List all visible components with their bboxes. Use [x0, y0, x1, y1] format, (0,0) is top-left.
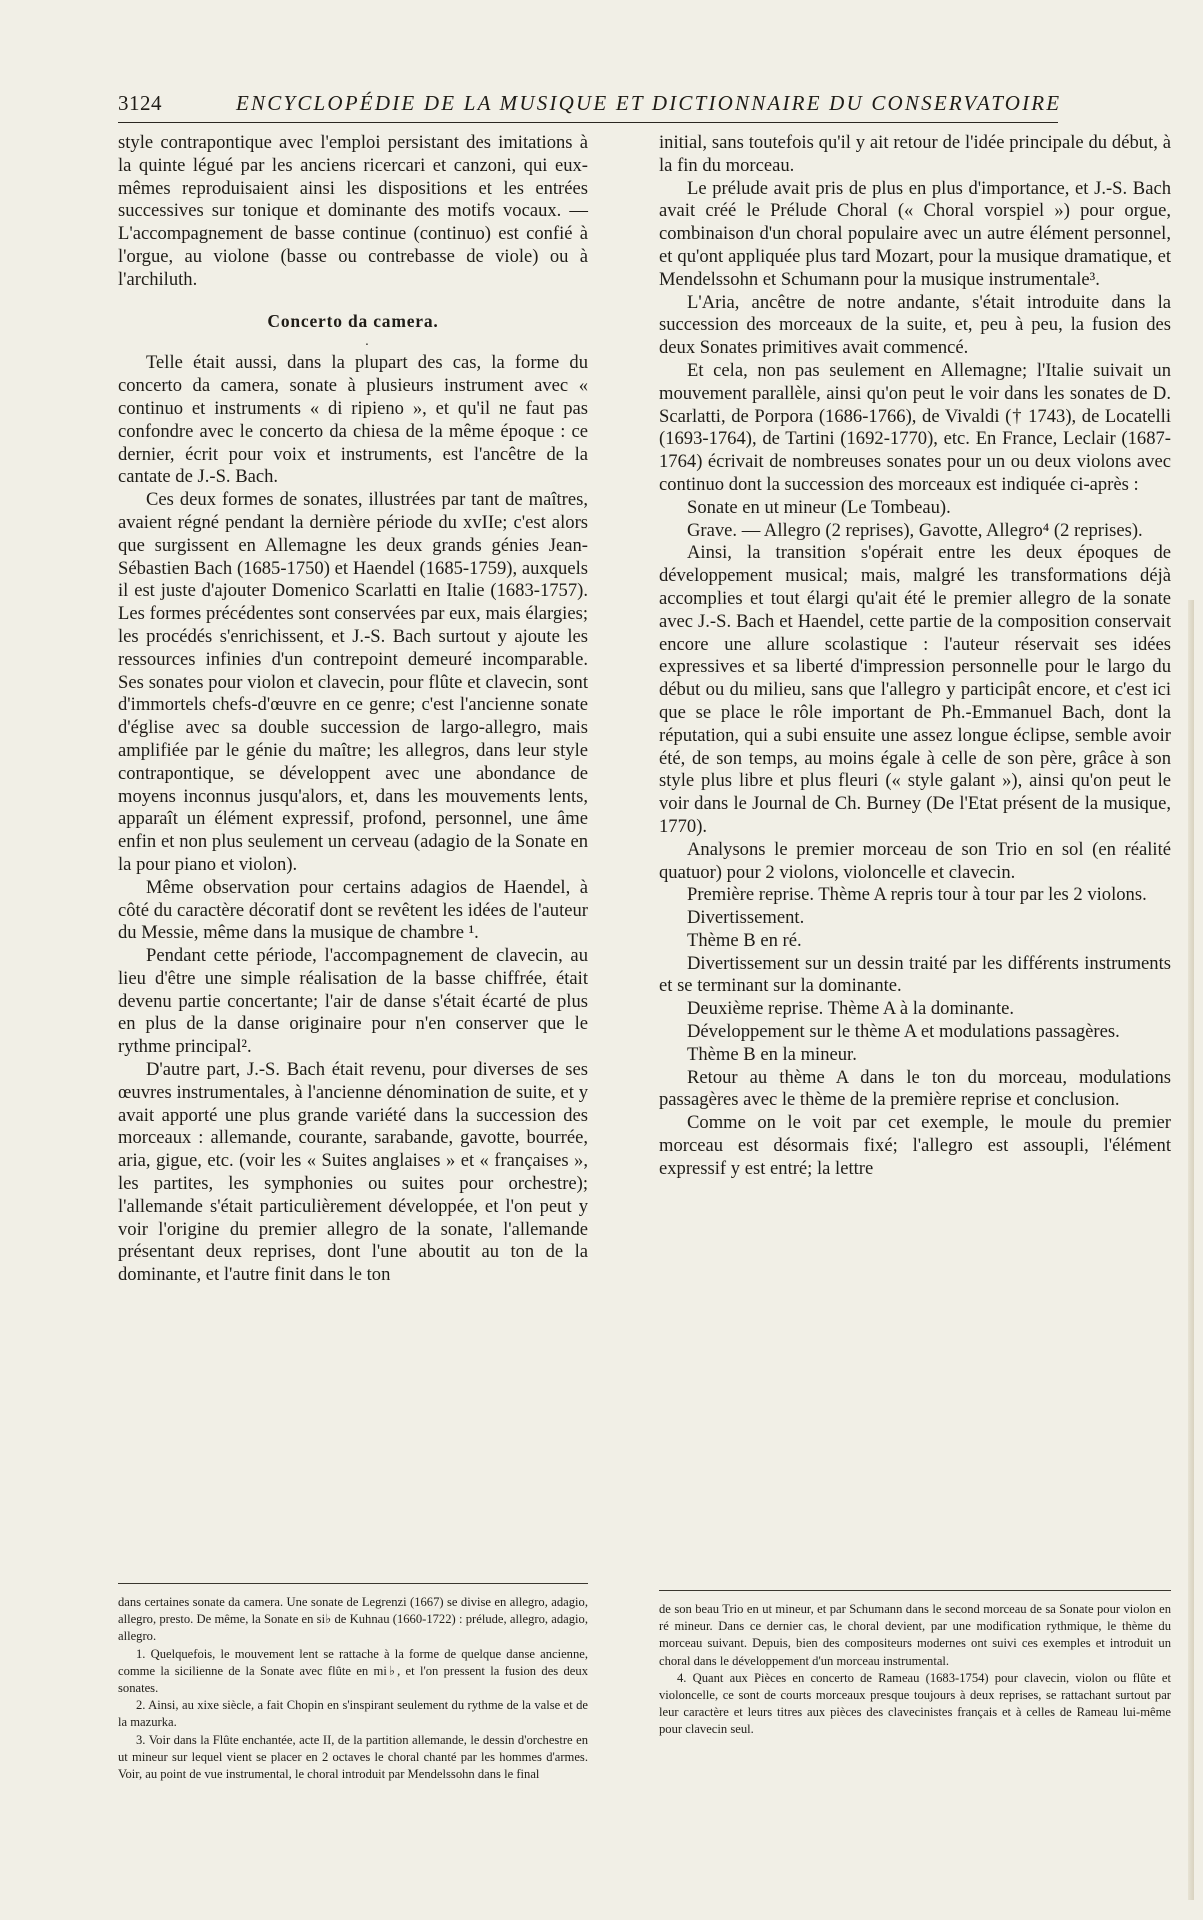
- paragraph: Deuxième reprise. Thème A à la dominante.: [687, 998, 1015, 1020]
- paragraph: Pendant cette période, l'accompagnement de clavecin, au lieu d'être une simple réalisation de la basse chiffrée, était devenu partie concertante; l'air de danse s'était écarté de plus en plus de la danse originaire pour n'en conserver que le rythme principal².: [118, 945, 588, 1058]
- footnote: 4. Quant aux Pièces en concerto de Rameau (1683-1754) pour clavecin, violon ou flûte et violoncelle, ce sont de courts morceaux presque toujours à deux reprises, se rattachant surtout par leur caractère et leurs titres aux pièces des clavecinistes français et à celles de Rameau lui-même pour clavecin seul.: [659, 1670, 1171, 1737]
- paragraph: Thème B en ré.: [687, 929, 802, 951]
- paragraph: initial, sans toutefois qu'il y ait retour de l'idée principale du début, à la fin du morceau.: [659, 132, 1171, 176]
- separator-dot: ·: [364, 338, 370, 354]
- paragraph: Et cela, non pas seulement en Allemagne; l'Italie suivait un mouvement parallèle, ainsi qu'on peut le voir dans les sonates de D. Scarlatti, de Porpora (1686-1766), de Vivaldi († 1743), de Locatelli (1693-1764), de Tartini (1692-1770), etc. En France, Leclair (1687-1764) écrivait de nombreuses sonates pour un ou deux violons avec continuo dont la succession des morceaux est indiquée ci-après :: [659, 359, 1171, 495]
- paragraph: Première reprise. Thème A repris tour à tour par les 2 violons.: [687, 884, 1147, 906]
- footnote-continuation: dans certaines sonate da camera. Une sonate de Legrenzi (1667) se divise en allegro, adagio, allegro, presto. De même, la Sonate en si♭ de Kuhnau (1660-1722) : prélude, allegro, adagio, allegro.: [118, 1595, 588, 1644]
- right-column: [659, 132, 1171, 1181]
- running-title: ENCYCLOPÉDIE DE LA MUSIQUE ET DICTIONNAIRE DU CONSERVATOIRE: [236, 91, 1062, 115]
- paragraph: Telle était aussi, dans la plupart des cas, la forme du concerto da camera, sonate à plusieurs instrument avec « continuo et instruments « di ripieno », et qu'il ne faut pas confondre avec le concerto da chiesa de la même époque : ce dernier, écrit pour voix et instruments, est l'ancêtre de la cantate de J.-S. Bach.: [118, 352, 588, 488]
- page-number: 3124: [118, 91, 162, 115]
- footnote: 2. Ainsi, au xixe siècle, a fait Chopin en s'inspirant seulement du rythme de la valse et de la mazurka.: [118, 1698, 588, 1730]
- paragraph: Retour au thème A dans le ton du morceau, modulations passagères avec le thème de la première reprise et conclusion.: [659, 1066, 1171, 1111]
- paragraph: Divertissement sur un dessin traité par les différents instruments et se terminant sur la dominante.: [659, 952, 1171, 997]
- section-heading: Concerto da camera.: [267, 310, 439, 331]
- paragraph: Sonate en ut mineur (Le Tombeau).: [687, 496, 951, 518]
- paragraph: Développement sur le thème A et modulations passagères.: [687, 1021, 1120, 1043]
- paragraph: Divertissement.: [687, 907, 805, 929]
- paragraph: Comme on le voit par cet exemple, le moule du premier morceau est désormais fixé; l'allegro est assoupli, l'élément expressif y est entré; la lettre: [659, 1112, 1171, 1179]
- paragraph: L'Aria, ancêtre de notre andante, s'était introduite dans la succession des morceaux de la suite, et, peu à peu, la fusion des deux Sonates primitives avait commencé.: [659, 291, 1171, 359]
- paragraph: Analysons le premier morceau de son Trio en sol (en réalité quatuor) pour 2 violons, violoncelle et clavecin.: [659, 838, 1171, 883]
- paragraph: Ainsi, la transition s'opérait entre les deux époques de développement musical; mais, malgré les transformations déjà accomplies et tout élargi qu'ait été le premier allegro de la sonate avec J.-S. Bach et Haendel, cette partie de la composition conservait encore une allure scolastique : l'auteur réservait ses idées expressives et sa liberté d'impression personnelle pour le largo du début ou du milieu, sans que l'allegro y participât encore, et c'est ici que se place le rôle important de Ph.-Emmanuel Bach, dont la réputation, qui a subi ensuite une assez longue éclipse, semble avoir été, de son temps, au moins égale à celle de son père, grâce à son style plus libre et plus fleuri (« style galant »), ainsi qu'on peut le voir dans le Journal de Ch. Burney (De l'Etat présent de la musique, 1770).: [659, 542, 1171, 837]
- footnote: 1. Quelquefois, le mouvement lent se rattache à la forme de quelque danse ancienne, comme la sicilienne de la Sonate avec flûte en mi♭, et l'on pressent la fusion des deux sonates.: [118, 1646, 588, 1696]
- paragraph: Même observation pour certains adagios de Haendel, à côté du caractère décoratif dont se revêtent les idées de l'auteur du Messie, même dans la musique de chambre ¹.: [118, 876, 588, 944]
- footnotes-left: [118, 1583, 588, 1783]
- paragraph: style contrapontique avec l'emploi persistant des imitations à la quinte légué par les anciens ricercari et canzoni, qui eux-mêmes reproduisaient ainsi les dispositions et les entrées successives sur tonique et dominante des motifs vocaux. — L'accompagnement de basse continue (continuo) est confié à l'orgue, au violone (basse ou contrebasse de viole) ou à l'archiluth.: [118, 132, 588, 290]
- paragraph: Le prélude avait pris de plus en plus d'importance, et J.-S. Bach avait créé le Prélude Choral (« Choral vorspiel ») pour orgue, combinaison d'un choral populaire avec un autre élément personnel, et qu'ont appliquée plus tard Mozart, pour la musique dramatique, et Mendelssohn et Schumann pour la musique instrumentale³.: [659, 177, 1171, 290]
- footnote-continuation: de son beau Trio en ut mineur, et par Schumann dans le second morceau de sa Sonate pour violon en ré mineur. Dans ce dernier cas, le choral devient, par une modification rythmique, le thème du morceau suivant. Depuis, bien des compositeurs modernes ont suivi ces exemples et introduit un choral dans le développement d'un morceau instrumental.: [659, 1602, 1171, 1668]
- page-edge-shadow: [1188, 600, 1194, 1900]
- paragraph: Thème B en la mineur.: [687, 1043, 857, 1065]
- paragraph: D'autre part, J.-S. Bach était revenu, pour diverses de ses œuvres instrumentales, à l'ancienne dénomination de suite, et y avait apporté une plus grande variété dans la succession des morceaux : allemande, courante, sarabande, gavotte, bourrée, aria, gigue, etc. (voir les « Suites anglaises » et « françaises », les partites, les symphonies ou suites pour orchestre); l'allemande s'était particulièrement développée, et l'on peut y voir l'origine du premier allegro de la sonate, l'allemande présentant deux reprises, dont l'une aboutit au ton de la dominante, et l'autre finit dans le ton: [118, 1059, 588, 1286]
- footnote: 3. Voir dans la Flûte enchantée, acte II, de la partition allemande, le dessin d'orchestre en ut mineur sur lequel vient se placer en 2 octaves le choral chanté par les hommes d'armes. Voir, au point de vue instrumental, le choral introduit par Mendelssohn dans le final: [118, 1732, 588, 1782]
- paragraph: Grave. — Allegro (2 reprises), Gavotte, Allegro⁴ (2 reprises).: [687, 519, 1143, 541]
- running-header: [118, 88, 1062, 123]
- footnotes-right: [659, 1590, 1171, 1739]
- left-column: [118, 132, 588, 1287]
- paragraph: Ces deux formes de sonates, illustrées par tant de maîtres, avaient régné pendant la dernière période du xvIIe; c'est alors que surgissent en Allemagne les deux grands génies Jean-Sébastien Bach (1685-1750) et Haendel (1685-1759), auxquels il est juste d'ajouter Domenico Scarlatti en Italie (1683-1757). Les formes précédentes sont conservées par eux, mais élargies; les procédés s'enrichissent, et J.-S. Bach surtout y ajoute les ressources infinies d'un contrepoint demeuré incomparable. Ses sonates pour violon et clavecin, pour flûte et clavecin, sont d'immortels chefs-d'œuvre en ce genre; c'est l'ancienne sonate d'église avec sa double succession de largo-allegro, mais amplifiée par le génie du maître; les allegros, dans leur style contrapontique, se développent avec une abondance de moyens inconnus jusqu'alors, et, dans les mouvements lents, apparaît un élément expressif, profond, personnel, une âme enfin et non plus seulement un cerveau (adagio de la Sonate en la pour piano et violon).: [118, 489, 588, 875]
